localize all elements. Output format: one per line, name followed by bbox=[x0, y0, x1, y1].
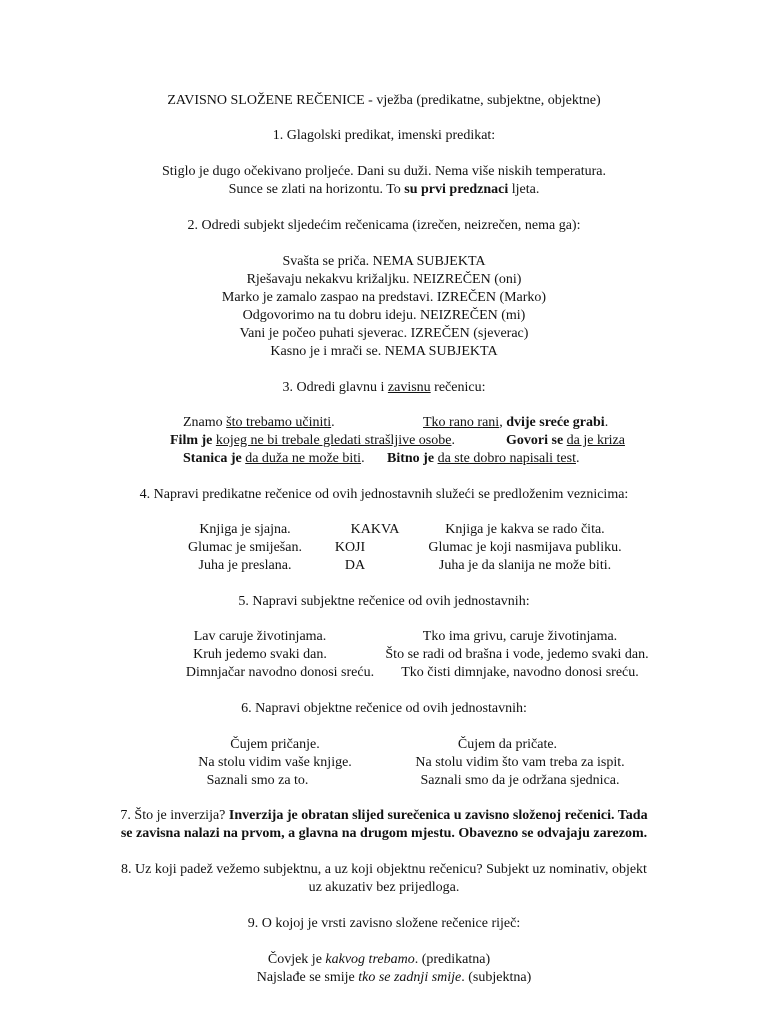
complex-sentence: Što se radi od brašna i vode, jedemo svaki dan. bbox=[385, 647, 649, 662]
text-span: . (predikatna) bbox=[414, 952, 491, 967]
text-span: . bbox=[451, 433, 455, 448]
subject-sentence: Odgovorimo na tu dobru ideju. NEIZREČEN (mi) bbox=[242, 308, 526, 323]
main-clause: Stanica je bbox=[183, 451, 242, 466]
simple-sentence: Juha je preslana. bbox=[198, 558, 292, 573]
complex-sentence: Na stolu vidim što vam treba za ispit. bbox=[415, 755, 625, 770]
section-7-line-2 bbox=[0, 825, 768, 843]
complex-sentence: Tko ima grivu, caruje životinjama. bbox=[422, 629, 618, 644]
text-span: . bbox=[575, 451, 580, 466]
simple-sentence: Glumac je smiješan. bbox=[188, 540, 302, 555]
exercise-3-row-2-left bbox=[170, 432, 455, 450]
text-span: Najslađe se smije bbox=[256, 970, 359, 985]
section-2-heading: 2. Odredi subjekt sljedećim rečenicama (izrečen, neizrečen, nema ga): bbox=[187, 218, 581, 233]
main-clause: Bitno je bbox=[387, 451, 435, 466]
subject-sentence: Rješavaju nekakvu križaljku. NEIZREČEN (oni) bbox=[246, 272, 522, 287]
simple-sentence: Na stolu vidim vaše knjige. bbox=[198, 755, 352, 770]
subject-sentence: Svašta se priča. NEMA SUBJEKTA bbox=[282, 254, 486, 269]
complex-sentence: Knjiga je kakva se rado čita. bbox=[445, 522, 605, 537]
italic-clause: kakvog trebamo bbox=[325, 952, 415, 967]
simple-sentence: Dimnjačar navodno donosi sreću. bbox=[185, 665, 375, 680]
text-span: , bbox=[499, 415, 507, 430]
text-span: rečenicu: bbox=[430, 380, 486, 395]
complex-sentence: Tko čisti dimnjake, navodno donosi sreću. bbox=[401, 665, 639, 680]
dependent-clause: da je kriza bbox=[566, 433, 625, 448]
section-3-heading bbox=[0, 379, 768, 397]
section-1-line-2 bbox=[0, 181, 768, 199]
conjunction: KOJI bbox=[334, 540, 366, 555]
answer-text: se zavisna nalazi na prvom, a glavna na drugom mjestu. Obavezno se odvajaju zarezom. bbox=[120, 826, 648, 841]
text-span: Sunce se zlati na horizontu. To bbox=[228, 182, 405, 197]
subject-sentence: Marko je zamalo zaspao na predstavi. IZREČEN (Marko) bbox=[221, 290, 547, 305]
section-8-line-2: uz akuzativ bez prijedloga. bbox=[308, 880, 460, 895]
conjunction: KAKVA bbox=[350, 522, 400, 537]
section-9-heading: 9. O kojoj je vrsti zavisno složene rečenice riječ: bbox=[247, 916, 521, 931]
dependent-clause: što trebamo učiniti bbox=[226, 415, 332, 430]
question-text: 7. Što je inverzija? bbox=[120, 808, 229, 823]
complex-sentence: Saznali smo da je održana sjednica. bbox=[420, 773, 620, 788]
exercise-3-row-2-right bbox=[506, 432, 625, 450]
bold-text: su prvi predznaci bbox=[404, 182, 509, 197]
simple-sentence: Saznali smo za to. bbox=[206, 773, 309, 788]
section-8-line-1: 8. Uz koji padež vežemo subjektnu, a uz koji objektnu rečenicu? Subjekt uz nominativ, objekt bbox=[121, 862, 647, 877]
exercise-3-row-3-left bbox=[183, 450, 365, 468]
dependent-clause: kojeg ne bi trebale gledati strašljive osobe bbox=[215, 433, 452, 448]
section-4-heading: 4. Napravi predikatne rečenice od ovih jednostavnih služeći se predloženim veznicima: bbox=[139, 487, 629, 502]
text-span: Čovjek je bbox=[267, 952, 326, 967]
dependent-clause: Tko rano rani bbox=[423, 415, 500, 430]
underlined-text: zavisnu bbox=[387, 380, 431, 395]
section-1-line-1: Stiglo je dugo očekivano proljeće. Dani su duži. Nema više niskih temperatura. bbox=[162, 164, 606, 179]
main-clause: dvije sreće grabi bbox=[506, 415, 605, 430]
simple-sentence: Čujem pričanje. bbox=[230, 737, 320, 752]
section-1-heading: 1. Glagolski predikat, imenski predikat: bbox=[272, 128, 496, 143]
document-title: ZAVISNO SLOŽENE REČENICE - vježba (predikatne, subjektne, objektne) bbox=[167, 93, 601, 108]
text-span: ljeta. bbox=[508, 182, 540, 197]
text-span: . bbox=[331, 415, 335, 430]
answer-text: Inverzija je obratan slijed surečenica u zavisno složenoj rečenici. Tada bbox=[228, 808, 648, 823]
text-span: . bbox=[361, 451, 365, 466]
dependent-clause: da ste dobro napisali test bbox=[437, 451, 576, 466]
text-span: . bbox=[604, 415, 609, 430]
dependent-clause: da duža ne može biti bbox=[245, 451, 362, 466]
main-clause: Govori se bbox=[506, 433, 564, 448]
text-span: 3. Odredi glavnu i bbox=[282, 380, 388, 395]
section-5-heading: 5. Napravi subjektne rečenice od ovih jednostavnih: bbox=[238, 594, 530, 609]
simple-sentence: Kruh jedemo svaki dan. bbox=[193, 647, 327, 662]
text-span: Znamo bbox=[183, 415, 227, 430]
exercise-3-row-1-right bbox=[423, 414, 608, 432]
italic-clause: tko se zadnji smije bbox=[358, 970, 462, 985]
conjunction: DA bbox=[344, 558, 366, 573]
complex-sentence: Glumac je koji nasmijava publiku. bbox=[428, 540, 622, 555]
subject-sentence: Vani je počeo puhati sjeverac. IZREČEN (sjeverac) bbox=[239, 326, 529, 341]
main-clause: Film je bbox=[170, 433, 213, 448]
section-9-example-1 bbox=[0, 951, 763, 969]
exercise-3-row-3-right bbox=[387, 450, 579, 468]
section-7-line-1 bbox=[0, 807, 768, 825]
section-6-heading: 6. Napravi objektne rečenice od ovih jednostavnih: bbox=[241, 701, 527, 716]
simple-sentence: Lav caruje životinjama. bbox=[193, 629, 327, 644]
complex-sentence: Čujem da pričate. bbox=[457, 737, 558, 752]
simple-sentence: Knjiga je sjajna. bbox=[199, 522, 291, 537]
text-span: . (subjektna) bbox=[461, 970, 532, 985]
subject-sentence: Kasno je i mrači se. NEMA SUBJEKTA bbox=[270, 344, 498, 359]
section-9-example-2 bbox=[10, 969, 768, 987]
exercise-3-row-1-left bbox=[183, 414, 335, 432]
complex-sentence: Juha je da slanija ne može biti. bbox=[438, 558, 612, 573]
